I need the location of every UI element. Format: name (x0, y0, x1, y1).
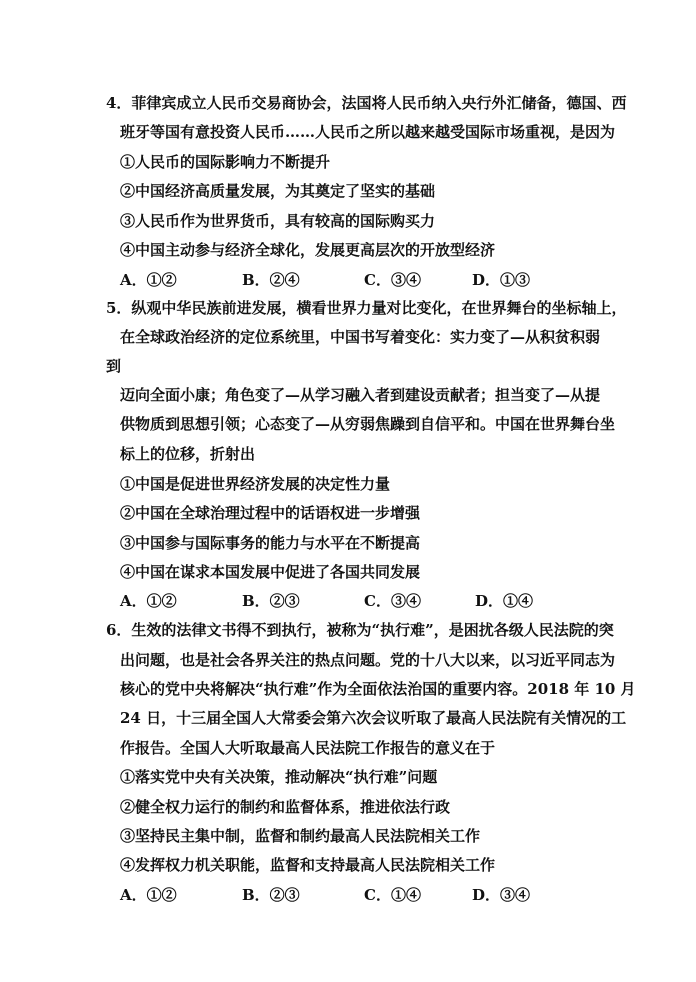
question-6-stem-line-4: 24 日，十三届全国人大常委会第六次会议听取了最高人民法院有关情况的工 (120, 709, 627, 727)
question-6-stem-line-2: 出问题，也是社会各界关注的热点问题。党的十八大以来，以习近平同志为 (120, 651, 616, 669)
question-4-stem-line-1: 4．菲律宾成立人民币交易商协会，法国将人民币纳入央行外汇储备，德国、西 (106, 94, 627, 112)
question-4-statement-2: ②中国经济高质量发展，为其奠定了坚实的基础 (120, 182, 436, 200)
question-5-option-c[interactable]: C．③④ (364, 592, 421, 610)
question-5-statement-2: ②中国在全球治理过程中的话语权进一步增强 (120, 504, 421, 522)
question-4-option-d[interactable]: D．①③ (472, 271, 531, 289)
question-6-statement-4: ④发挥权力机关职能，监督和支持最高人民法院相关工作 (120, 856, 496, 874)
question-6-stem-line-3: 核心的党中央将解决“执行难”作为全面依法治国的重要内容。2018 年 10 月 (120, 680, 636, 698)
question-6-stem-line-5: 作报告。全国人大听取最高人民法院工作报告的意义在于 (120, 739, 496, 757)
question-5-statement-1: ①中国是促进世界经济发展的决定性力量 (120, 475, 391, 493)
question-6-statement-2: ②健全权力运行的制约和监督体系，推进依法行政 (120, 798, 451, 816)
question-5-options (0, 591, 696, 611)
question-4-option-a[interactable]: A．①② (120, 271, 177, 289)
question-4-statement-3: ③人民币作为世界货币，具有较高的国际购买力 (120, 212, 436, 230)
question-5-stem-line-2: 在全球政治经济的定位系统里，中国书写着变化：实力变了—从积贫积弱 (120, 328, 601, 346)
question-6-option-c[interactable]: C．①④ (364, 886, 421, 904)
question-4-option-b[interactable]: B．②④ (242, 271, 300, 289)
question-5-stem-line-4: 迈向全面小康；角色变了—从学习融入者到建设贡献者；担当变了—从提 (120, 386, 601, 404)
question-6-statement-1: ①落实党中央有关决策，推动解决“执行难”问题 (120, 768, 438, 786)
question-5-stem-line-5: 供物质到思想引领；心态变了—从穷弱焦躁到自信平和。中国在世界舞台坐 (120, 415, 616, 433)
question-5-statement-4: ④中国在谋求本国发展中促进了各国共同发展 (120, 563, 421, 581)
question-6-option-b[interactable]: B．②③ (242, 886, 300, 904)
question-4-stem-line-2: 班牙等国有意投资人民币……人民币之所以越来越受国际市场重视，是因为 (120, 123, 616, 141)
question-5-stem-line-3: 到 (106, 357, 122, 375)
question-6-stem-line-1: 6．生效的法律文书得不到执行，被称为“执行难”，是困扰各级人民法院的突 (106, 621, 614, 639)
question-4-statement-4: ④中国主动参与经济全球化，发展更高层次的开放型经济 (120, 241, 496, 259)
question-4-options (0, 270, 696, 290)
question-4-statement-1: ①人民币的国际影响力不断提升 (120, 153, 331, 171)
question-6-option-a[interactable]: A．①② (120, 886, 177, 904)
question-5-stem-line-1: 5．纵观中华民族前进发展，横看世界力量对比变化，在世界舞台的坐标轴上， (106, 299, 627, 317)
question-5-option-d[interactable]: D．①④ (475, 592, 534, 610)
question-5-stem-line-6: 标上的位移，折射出 (120, 445, 256, 463)
question-5-option-a[interactable]: A．①② (120, 592, 177, 610)
question-4-option-c[interactable]: C．③④ (364, 271, 421, 289)
question-6-option-d[interactable]: D．③④ (472, 886, 531, 904)
question-5-statement-3: ③中国参与国际事务的能力与水平在不断提高 (120, 534, 421, 552)
question-5-option-b[interactable]: B．②③ (242, 592, 300, 610)
question-6-statement-3: ③坚持民主集中制，监督和制约最高人民法院相关工作 (120, 827, 481, 845)
question-6-options (0, 885, 696, 905)
